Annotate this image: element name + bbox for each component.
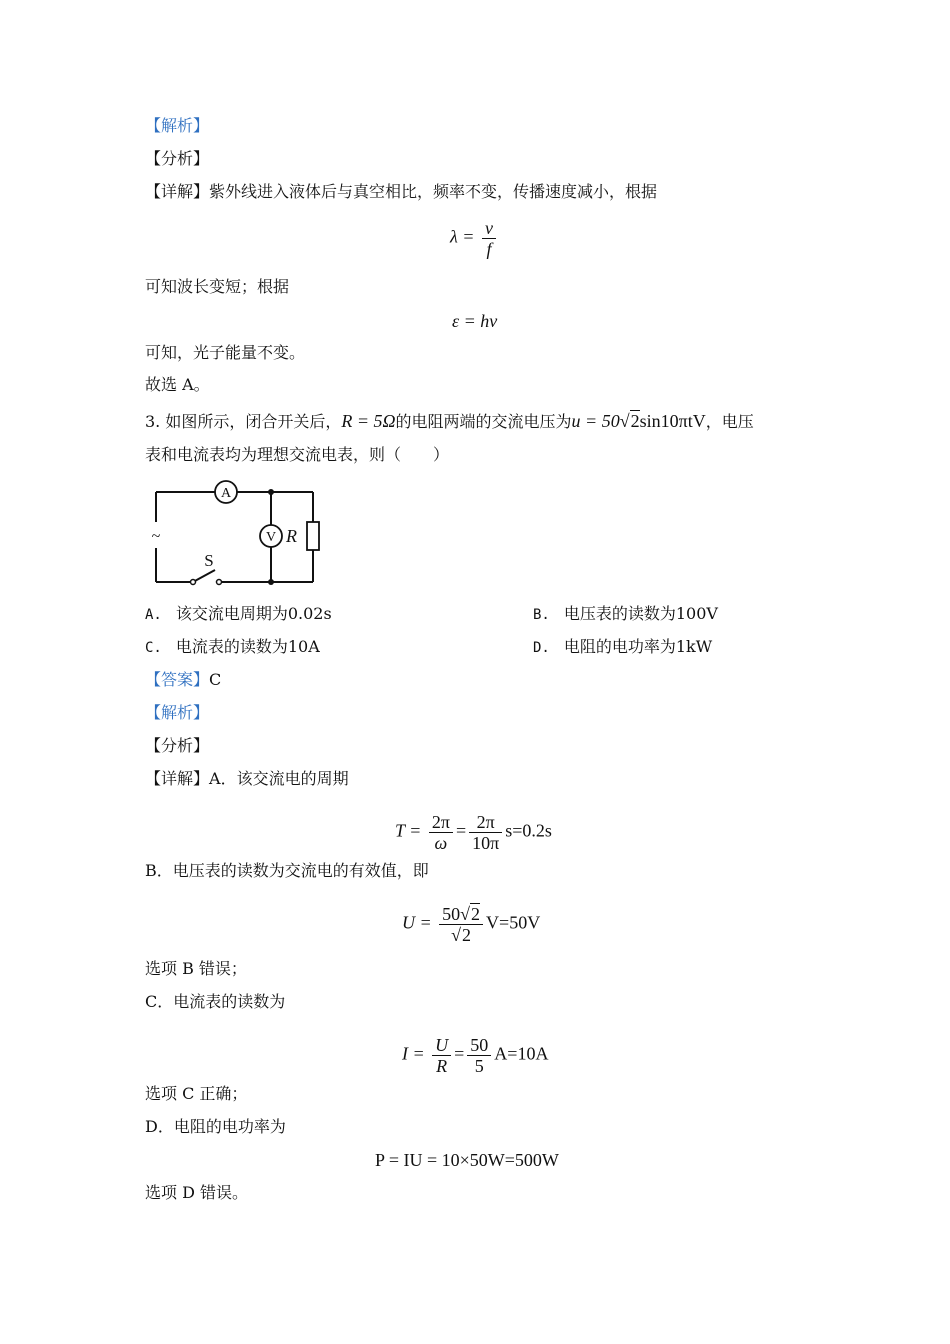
text-d-wrong: 选项 D 错误。 [145,1183,249,1202]
text-wavelength-shorter: 可知波长变短；根据 [145,277,290,296]
equation-power: P = IU = 10×50W=500W [375,1150,559,1170]
xiangjie-paragraph-2: 【详解】A．该交流电的周期 [145,769,349,788]
ac-source-symbol: ~ [151,528,161,545]
xiangjie-tag: 【详解】 [145,182,210,201]
junction-dot-bottom [268,579,274,585]
switch-contact-left [191,580,196,585]
equation-voltage-reading: U = $\frac{50√2}{√2}$ V=50V [402,904,541,945]
question-3-line-1: 3. 如图所示，闭合开关后，R = 5Ω的电阻两端的交流电压为u = 50√2sin10πtV，电压 [145,411,754,431]
option-b: B. 电压表的读数为100V [533,604,718,623]
xiangjie-text: 紫外线进入液体后与真空相比，频率不变，传播速度减小，根据 [209,182,658,201]
equation-photon-energy: ε = hν [452,311,498,331]
jiexi-heading-2: 【解析】 [145,703,210,722]
switch-label: S [204,551,214,570]
fenxi-heading-2: 【分析】 [145,736,210,755]
voltage-expression: u = 50√2sin10πtV [571,411,706,431]
text-energy-unchanged: 可知，光子能量不变。 [145,343,306,362]
answer-value: C [209,670,222,689]
switch-contact-right [217,580,222,585]
text-b-effective-value: B．电压表的读数为交流电的有效值，即 [145,861,429,880]
answer-tag: 【答案】 [145,670,210,689]
resistor-label: R [286,526,297,546]
xiangjie-paragraph-1 [145,181,657,203]
circuit-diagram [145,478,330,588]
text-c-correct: 选项 C 正确； [145,1084,248,1103]
text-choose-a: 故选 A。 [145,375,210,394]
option-c: C. 电流表的读数为10A [145,637,320,656]
text-c-current-reading: C．电流表的读数为 [145,992,286,1011]
junction-dot-top [268,489,274,495]
answer-line [145,669,221,691]
ammeter-label: A [220,486,232,501]
option-a: A. 该交流电周期为0.02s [145,604,332,623]
voltmeter-label: V [265,530,277,545]
resistor [307,522,319,550]
equation-wavelength: λ = $\frac{v}{f}$ [450,218,499,259]
fenxi-heading-1: 【分析】 [145,149,210,168]
equation-period: T = $\frac{2\pi}{\omega}$ = $\frac{2\pi}{10\pi}$ s=0.2s [395,812,552,853]
text-d-power: D．电阻的电功率为 [145,1117,286,1136]
jiexi-heading-1: 【解析】 [145,116,210,135]
text-b-wrong: 选项 B 错误； [145,959,247,978]
option-d: D. 电阻的电功率为1kW [533,637,713,656]
equation-current-reading: I = $\frac{U}{R}$ = $\frac{50}{5}$ A=10A [402,1035,549,1076]
question-3-line-2: 表和电流表均为理想交流电表，则（ ） [145,445,450,464]
